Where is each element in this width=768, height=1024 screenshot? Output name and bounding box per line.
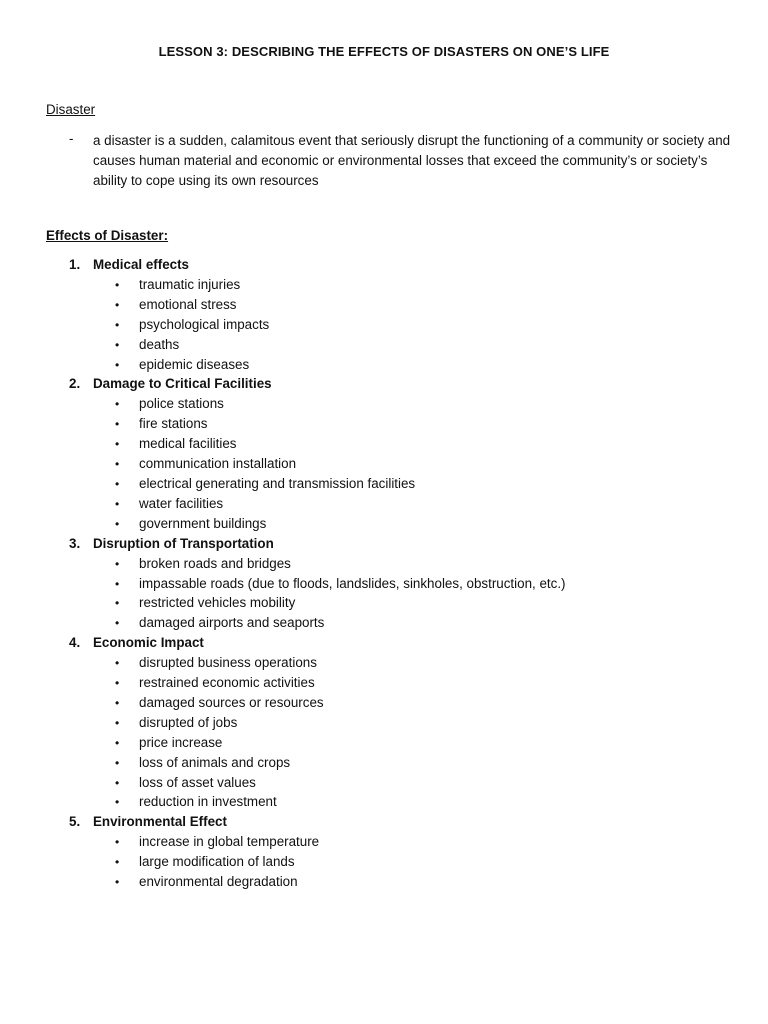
list-item-text: impassable roads (due to floods, landslides, sinkholes, obstruction, etc.) <box>139 575 566 591</box>
list-item <box>0 873 768 893</box>
effects-list <box>0 256 768 893</box>
list-item-text: medical facilities <box>139 436 237 452</box>
bullet-icon: • <box>115 795 120 810</box>
list-item-text: reduction in investment <box>139 794 277 810</box>
list-item <box>0 674 768 694</box>
list-item-text: disrupted of jobs <box>139 714 238 730</box>
disaster-definition: a disaster is a sudden, calamitous event that seriously disrupt the functioning of a community or society and causes human material and economic or environmental losses that exceed the community’s or society’s ability to cope using its own resources <box>93 133 731 188</box>
disaster-heading: Disaster <box>46 102 96 117</box>
list-item-text: damaged airports and seaports <box>139 615 325 631</box>
list-item-text: emotional stress <box>139 296 237 312</box>
list-item <box>0 754 768 774</box>
section-title <box>0 535 768 555</box>
section-number: 1. <box>69 257 81 272</box>
list-item-text: increase in global temperature <box>139 834 320 850</box>
bullet-icon: • <box>115 755 120 770</box>
list-item <box>0 614 768 634</box>
list-item-text: fire stations <box>139 416 208 432</box>
list-item-text: restricted vehicles mobility <box>139 595 296 611</box>
list-item <box>0 475 768 495</box>
page-title: LESSON 3: DESCRIBING THE EFFECTS OF DISASTERS ON ONE’S LIFE <box>158 44 610 59</box>
section-label: Medical effects <box>93 257 190 272</box>
bullet-icon: • <box>115 616 120 631</box>
list-item-text: environmental degradation <box>139 874 298 890</box>
list-item <box>0 594 768 614</box>
section-title <box>0 813 768 833</box>
list-item-text: restrained economic activities <box>139 675 315 691</box>
list-item <box>0 555 768 575</box>
list-item <box>0 734 768 754</box>
list-item <box>0 435 768 455</box>
bullet-icon: • <box>115 835 120 850</box>
section-label: Economic Impact <box>93 635 204 651</box>
bullet-icon: • <box>115 656 120 671</box>
list-item <box>0 395 768 415</box>
list-item <box>0 575 768 595</box>
section-label: Damage to Critical Facilities <box>93 376 272 392</box>
list-item-text: large modification of lands <box>139 854 295 870</box>
list-item <box>0 316 768 336</box>
list-item-text: communication installation <box>139 456 297 472</box>
list-item-text: psychological impacts <box>139 316 270 332</box>
list-item-text: price increase <box>139 734 223 750</box>
bullet-icon: • <box>115 437 120 452</box>
list-item <box>0 276 768 296</box>
list-item <box>0 853 768 873</box>
bullet-icon: • <box>115 676 120 691</box>
list-item-text: deaths <box>139 336 180 352</box>
list-item <box>0 495 768 515</box>
bullet-icon: • <box>115 317 120 332</box>
section-number: 4. <box>69 635 81 651</box>
list-item <box>0 296 768 316</box>
section-title <box>0 375 768 395</box>
list-item <box>0 336 768 356</box>
bullet-icon: • <box>115 457 120 472</box>
list-item-text: broken roads and bridges <box>139 555 291 571</box>
list-item <box>0 515 768 535</box>
section-number: 3. <box>69 535 81 551</box>
bullet-icon: • <box>115 596 120 611</box>
bullet-icon: • <box>115 357 120 372</box>
list-item <box>0 654 768 674</box>
bullet-icon: • <box>115 397 120 412</box>
section-title <box>0 634 768 654</box>
bullet-icon: • <box>115 775 120 790</box>
list-item <box>0 774 768 794</box>
list-item-text: loss of animals and crops <box>139 754 291 770</box>
list-item <box>0 833 768 853</box>
effects-heading: Effects of Disaster: <box>46 228 169 243</box>
list-item-text: damaged sources or resources <box>139 695 324 711</box>
bullet-icon: • <box>115 556 120 571</box>
list-item-text: epidemic diseases <box>139 356 250 372</box>
bullet-icon: • <box>115 477 120 492</box>
section-number: 2. <box>69 376 81 392</box>
list-item-text: police stations <box>139 396 224 412</box>
bullet-icon: • <box>115 496 120 511</box>
list-item <box>0 415 768 435</box>
bullet-icon: • <box>115 278 120 292</box>
section-label: Disruption of Transportation <box>93 535 274 551</box>
definition-dash: - <box>69 131 74 146</box>
list-item <box>0 694 768 714</box>
list-item <box>0 455 768 475</box>
list-item-text: disrupted business operations <box>139 655 317 671</box>
section-label: Environmental Effect <box>93 814 227 830</box>
bullet-icon: • <box>115 417 120 432</box>
list-item-text: loss of asset values <box>139 774 256 790</box>
bullet-icon: • <box>115 297 120 312</box>
bullet-icon: • <box>115 855 120 870</box>
list-item-text: electrical generating and transmission facilities <box>139 476 416 492</box>
list-item <box>0 793 768 813</box>
bullet-icon: • <box>115 875 120 890</box>
bullet-icon: • <box>115 696 120 711</box>
list-item-text: water facilities <box>139 495 224 511</box>
bullet-icon: • <box>115 516 120 531</box>
list-item-text: government buildings <box>139 515 267 531</box>
bullet-icon: • <box>115 337 120 352</box>
bullet-icon: • <box>115 576 120 591</box>
section-title <box>0 256 768 276</box>
bullet-icon: • <box>115 735 120 750</box>
section-number: 5. <box>69 814 81 830</box>
list-item <box>0 356 768 376</box>
bullet-icon: • <box>115 715 120 730</box>
list-item-text: traumatic injuries <box>139 277 241 292</box>
list-item <box>0 714 768 734</box>
